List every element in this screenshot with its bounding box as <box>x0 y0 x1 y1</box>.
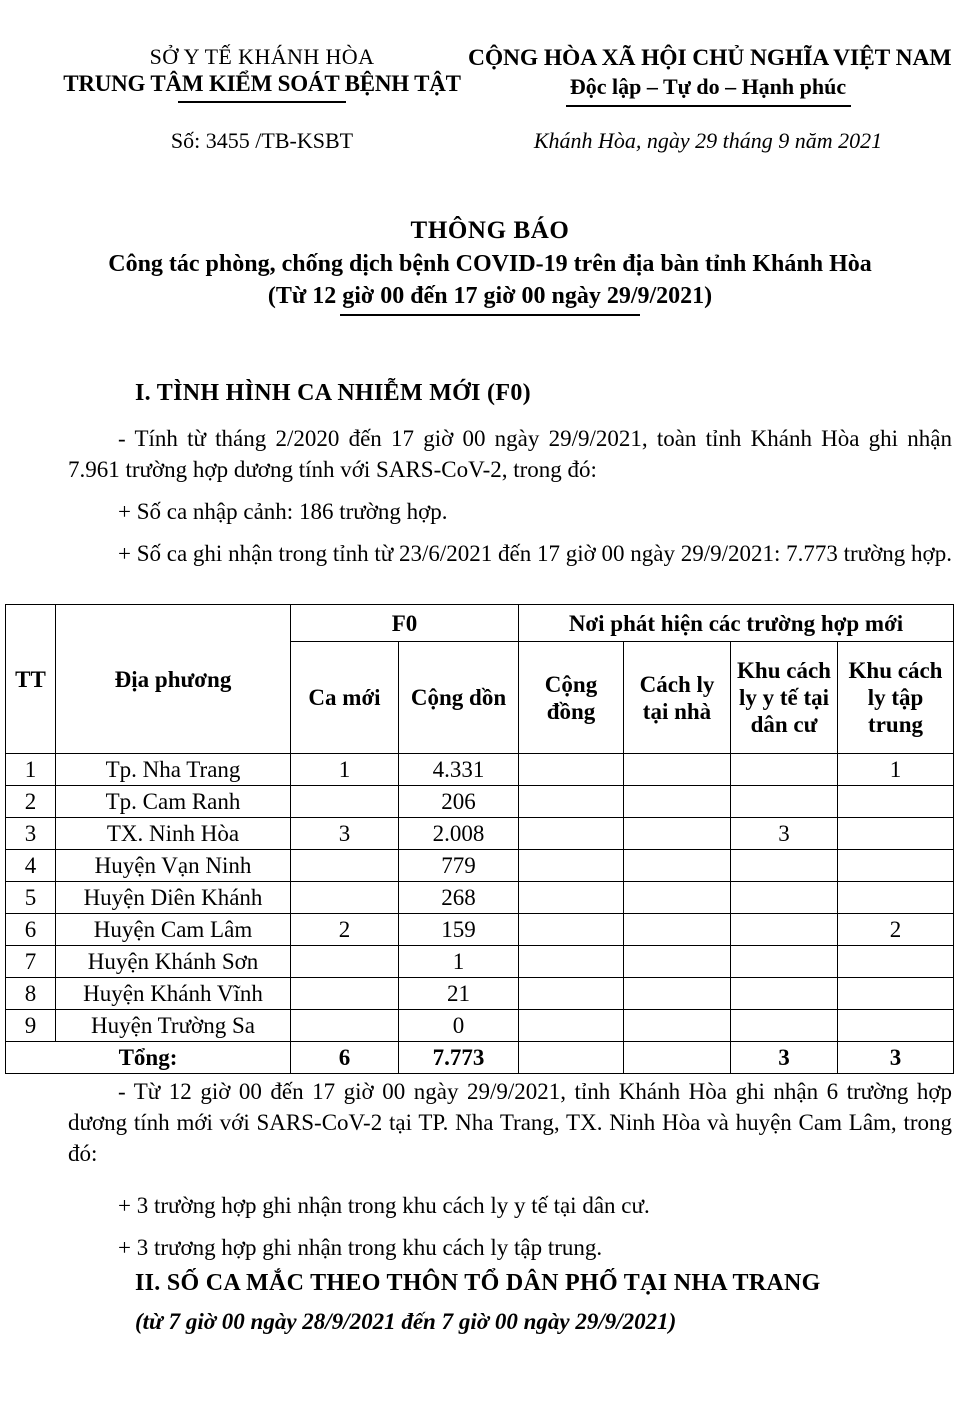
cell-place: Tp. Cam Ranh <box>56 786 291 818</box>
col-header-medical-quarantine-residential: Khu cách ly y tế tại dân cư <box>731 642 838 754</box>
cell-cumulative: 21 <box>399 978 519 1010</box>
cell-tt: 3 <box>6 818 56 850</box>
cell-medical-quarantine <box>731 978 838 1010</box>
section-2-heading: II. SỐ CA MẮC THEO THÔN TỔ DÂN PHỐ TẠI NHA TRANG <box>135 1270 821 1296</box>
cell-centralized-quarantine <box>838 818 954 850</box>
cell-community <box>519 978 624 1010</box>
national-title: CỘNG HÒA XÃ HỘI CHỦ NGHĨA VIỆT NAM <box>468 45 952 71</box>
title-subtitle: Công tác phòng, chống dịch bệnh COVID-19 trên địa bàn tỉnh Khánh Hòa <box>108 251 872 277</box>
cell-tt: 5 <box>6 882 56 914</box>
cell-cumulative: 779 <box>399 850 519 882</box>
table-body <box>6 754 954 1042</box>
col-header-new-cases: Ca mới <box>291 642 399 754</box>
cell-home-quarantine <box>624 786 731 818</box>
table-row <box>6 978 954 1010</box>
col-header-tt: TT <box>6 605 56 754</box>
cell-centralized-quarantine <box>838 882 954 914</box>
masthead-right <box>468 44 952 107</box>
cell-new-cases <box>291 946 399 978</box>
paragraph-local-cases: + Số ca ghi nhận trong tỉnh từ 23/6/2021 đến 17 giờ 00 ngày 29/9/2021: 7.773 trường hợp. <box>118 541 952 566</box>
cell-new-cases <box>291 786 399 818</box>
col-group-header-f0: F0 <box>291 605 519 642</box>
cell-tt: 9 <box>6 1010 56 1042</box>
cell-medical-quarantine <box>731 786 838 818</box>
cell-place: Huyện Khánh Vĩnh <box>56 978 291 1010</box>
national-motto: Độc lập – Tự do – Hạnh phúc <box>569 74 847 99</box>
cell-tt: 7 <box>6 946 56 978</box>
cell-cumulative: 1 <box>399 946 519 978</box>
cell-community <box>519 754 624 786</box>
cell-cumulative: 268 <box>399 882 519 914</box>
col-group-header-detection-place: Nơi phát hiện các trường hợp mới <box>519 605 954 642</box>
cell-medical-quarantine: 3 <box>731 818 838 850</box>
cell-cumulative: 0 <box>399 1010 519 1042</box>
cell-place: TX. Ninh Hòa <box>56 818 291 850</box>
cell-place: Huyện Vạn Ninh <box>56 850 291 882</box>
table-row <box>6 786 954 818</box>
paragraph-reporting-window: - Từ 12 giờ 00 đến 17 giờ 00 ngày 29/9/2021, tỉnh Khánh Hòa ghi nhận 6 trường hợp dương tính mới với SARS-CoV-2 tại TP. Nha Trang, TX. Ninh Hòa và huyện Cam Lâm, trong đó: <box>68 1079 952 1166</box>
cell-community <box>519 786 624 818</box>
cell-centralized-quarantine <box>838 978 954 1010</box>
cell-medical-quarantine <box>731 850 838 882</box>
cell-place: Huyện Trường Sa <box>56 1010 291 1042</box>
cell-tt: 1 <box>6 754 56 786</box>
cell-medical-quarantine <box>731 1010 838 1042</box>
paragraph-total-cases: - Tính từ tháng 2/2020 đến 17 giờ 00 ngày 29/9/2021, toàn tỉnh Khánh Hòa ghi nhận 7.961 trường hợp dương tính với SARS-CoV-2, trong đó: <box>68 426 952 482</box>
total-community <box>519 1042 624 1074</box>
total-cumulative: 7.773 <box>399 1042 519 1074</box>
col-header-place: Địa phương <box>56 605 291 754</box>
table-total-row <box>6 1042 954 1074</box>
cell-medical-quarantine <box>731 882 838 914</box>
total-new-cases: 6 <box>291 1042 399 1074</box>
cell-medical-quarantine <box>731 754 838 786</box>
cell-centralized-quarantine <box>838 850 954 882</box>
cell-new-cases: 1 <box>291 754 399 786</box>
cell-community <box>519 882 624 914</box>
cell-home-quarantine <box>624 754 731 786</box>
cell-tt: 4 <box>6 850 56 882</box>
cell-new-cases <box>291 850 399 882</box>
table-row <box>6 914 954 946</box>
table-row <box>6 946 954 978</box>
masthead <box>0 44 980 174</box>
total-label: Tổng: <box>6 1042 291 1074</box>
title-time-range: (Từ 12 giờ 00 đến 17 giờ 00 ngày 29/9/2021) <box>267 283 713 309</box>
cell-cumulative: 206 <box>399 786 519 818</box>
document-number: Số: 3455 /TB-KSBT <box>170 128 354 153</box>
cell-place: Tp. Nha Trang <box>56 754 291 786</box>
masthead-left <box>52 44 472 103</box>
col-header-home-quarantine: Cách ly tại nhà <box>624 642 731 754</box>
table-row <box>6 882 954 914</box>
page-title: THÔNG BÁO <box>410 217 570 244</box>
cell-new-cases <box>291 882 399 914</box>
cell-centralized-quarantine <box>838 1010 954 1042</box>
table-head <box>6 605 954 754</box>
col-header-centralized-quarantine: Khu cách ly tập trung <box>838 642 954 754</box>
col-header-cumulative: Cộng dồn <box>399 642 519 754</box>
total-medical-quarantine: 3 <box>731 1042 838 1074</box>
issuing-department: SỞ Y TẾ KHÁNH HÒA <box>149 44 375 69</box>
cell-home-quarantine <box>624 1010 731 1042</box>
paragraph-medical-quarantine-detail: + 3 trường hợp ghi nhận trong khu cách ly y tế tại dân cư. <box>118 1193 650 1218</box>
cell-centralized-quarantine: 2 <box>838 914 954 946</box>
cell-community <box>519 1010 624 1042</box>
cell-centralized-quarantine <box>838 946 954 978</box>
cell-medical-quarantine <box>731 914 838 946</box>
cell-new-cases: 2 <box>291 914 399 946</box>
table-row <box>6 1010 954 1042</box>
table-row <box>6 850 954 882</box>
cell-new-cases: 3 <box>291 818 399 850</box>
total-centralized-quarantine: 3 <box>838 1042 954 1074</box>
table-row <box>6 754 954 786</box>
cell-cumulative: 4.331 <box>399 754 519 786</box>
cell-place: Huyện Cam Lâm <box>56 914 291 946</box>
total-home-quarantine <box>624 1042 731 1074</box>
cell-place: Huyện Diên Khánh <box>56 882 291 914</box>
cell-cumulative: 159 <box>399 914 519 946</box>
cell-home-quarantine <box>624 850 731 882</box>
cell-community <box>519 818 624 850</box>
place-and-date: Khánh Hòa, ngày 29 tháng 9 năm 2021 <box>533 128 883 153</box>
cell-new-cases <box>291 978 399 1010</box>
cell-community <box>519 946 624 978</box>
issuing-center: TRUNG TÂM KIỂM SOÁT BỆNH TẬT <box>63 71 461 96</box>
title-rule <box>340 314 640 316</box>
cell-community <box>519 850 624 882</box>
cell-cumulative: 2.008 <box>399 818 519 850</box>
cell-home-quarantine <box>624 946 731 978</box>
masthead-right-rule <box>566 105 851 107</box>
table-header-row-groups <box>6 605 954 642</box>
section-2-subheading: (từ 7 giờ 00 ngày 28/9/2021 đến 7 giờ 00 ngày 29/9/2021) <box>135 1309 677 1334</box>
cases-table-wrapper <box>5 604 953 1074</box>
table-foot <box>6 1042 954 1074</box>
cell-home-quarantine <box>624 914 731 946</box>
cell-tt: 2 <box>6 786 56 818</box>
cell-home-quarantine <box>624 978 731 1010</box>
paragraph-centralized-quarantine-detail: + 3 trương hợp ghi nhận trong khu cách ly tập trung. <box>118 1235 603 1260</box>
table-row <box>6 818 954 850</box>
cell-centralized-quarantine <box>838 786 954 818</box>
cell-new-cases <box>291 1010 399 1042</box>
cell-medical-quarantine <box>731 946 838 978</box>
cell-tt: 8 <box>6 978 56 1010</box>
cell-home-quarantine <box>624 882 731 914</box>
cases-by-locality-table <box>5 604 954 1074</box>
cell-centralized-quarantine: 1 <box>838 754 954 786</box>
section-1-heading: I. TÌNH HÌNH CA NHIỄM MỚI (F0) <box>135 380 531 406</box>
cell-tt: 6 <box>6 914 56 946</box>
document-title-block <box>0 216 980 316</box>
cell-community <box>519 914 624 946</box>
masthead-left-rule <box>178 101 346 103</box>
cell-place: Huyện Khánh Sơn <box>56 946 291 978</box>
paragraph-imported-cases: + Số ca nhập cảnh: 186 trường hợp. <box>118 499 448 524</box>
col-header-community: Cộng đồng <box>519 642 624 754</box>
cell-home-quarantine <box>624 818 731 850</box>
